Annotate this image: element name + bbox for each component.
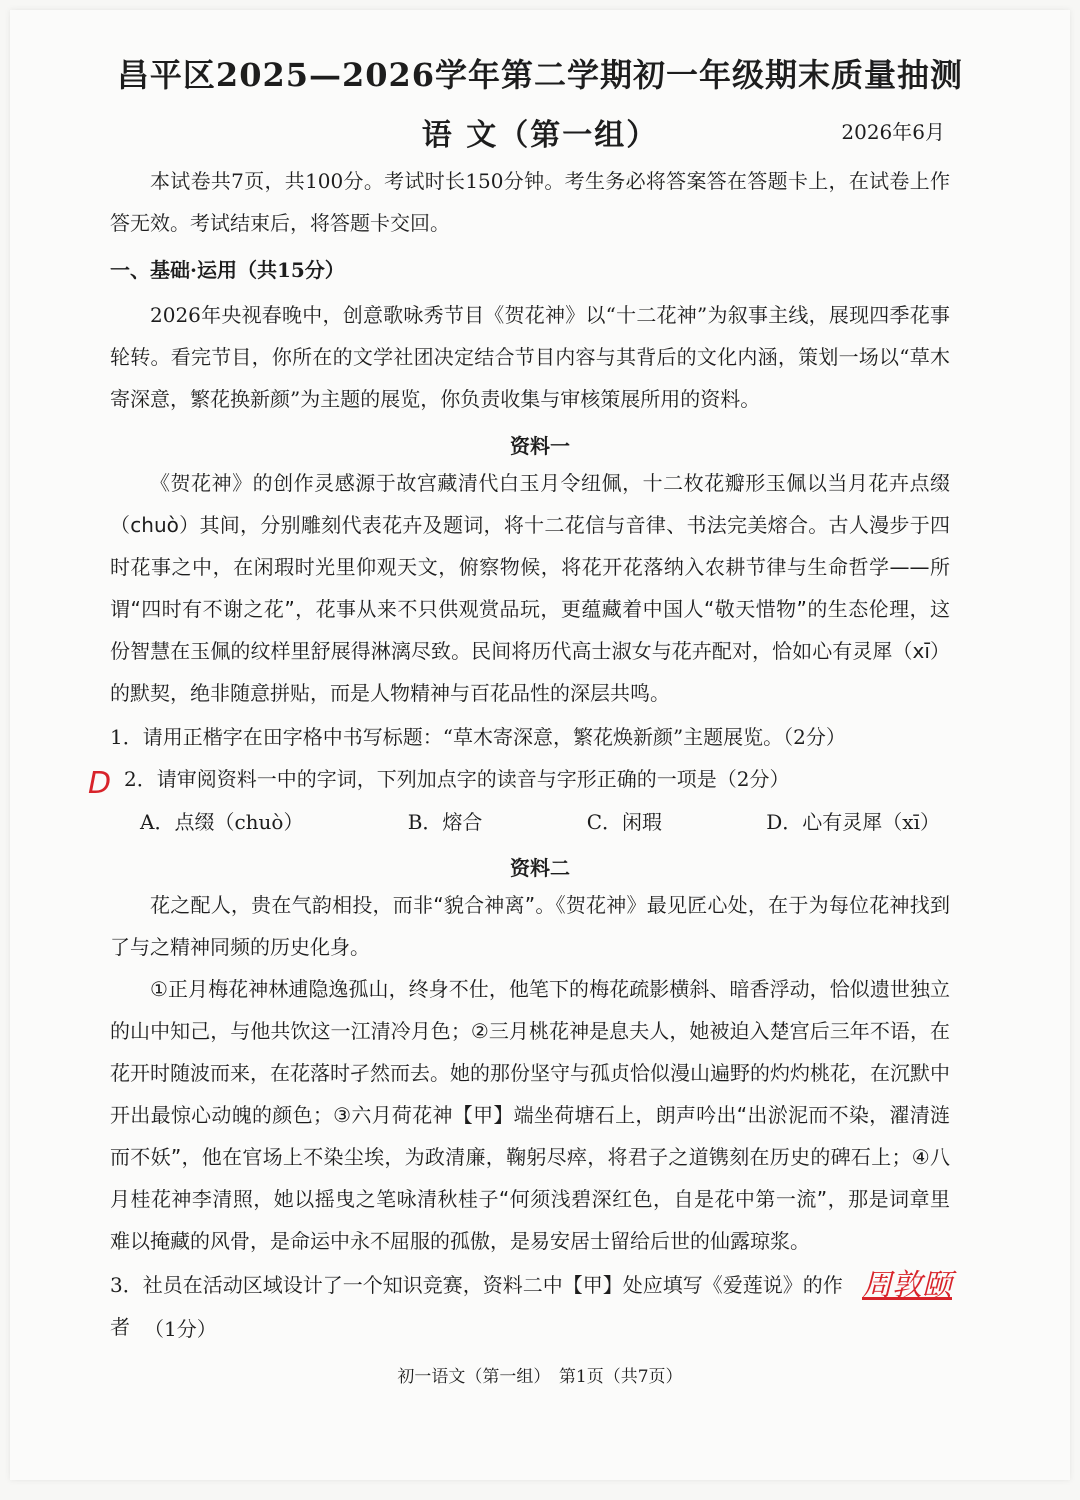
material-2-para-1: 花之配人，贵在气韵相投，而非“貌合神离”。《贺花神》最见匠心处，在于为每位花神找到了与之精神同频的历史化身。 <box>110 893 950 959</box>
subject-heading: 语 文（第一组） <box>421 118 659 153</box>
section-heading: 一、基础·运用（共15分） <box>110 258 345 282</box>
material-2-heading: 资料二 <box>510 856 570 880</box>
section-intro: 2026年央视春晚中，创意歌咏秀节目《贺花神》以“十二花神”为叙事主线，展现四季花事轮转。看完节目，你所在的文学社团决定结合节目内容与其背后的文化内涵，策划一场以“草木寄深意，繁花换新颜”为主题的展览，你负责收集与审核策展所用的资料。 <box>110 303 950 411</box>
question-3-stem: 3．社员在活动区域设计了一个知识竞赛，资料二中【甲】处应填写《爱莲说》的作者 <box>110 1273 843 1339</box>
page-footer: 初一语文（第一组） 第1页（共7页） <box>397 1367 683 1387</box>
question-3-score: （1分） <box>144 1317 217 1341</box>
instructions: 本试卷共7页，共100分。考试时长150分钟。考生务必将答案答在答题卡上，在试卷上作答无效。考试结束后，将答题卡交回。 <box>110 169 950 235</box>
handwritten-answer-q3: 周敦颐 <box>862 1268 952 1303</box>
question-1: 1．请用正楷字在田字格中书写标题：“草木寄深意，繁花焕新颜”主题展览。（2分） <box>110 725 846 749</box>
exam-title: 昌平区2025—2026学年第二学期初一年级期末质量抽测 <box>116 56 964 94</box>
option-a: A．点缀（chuò） <box>140 810 304 834</box>
material-1-heading: 资料一 <box>510 434 570 458</box>
exam-date: 2026年6月 <box>841 120 945 144</box>
question-2-options <box>140 806 940 838</box>
material-2-para-2: ①正月梅花神林逋隐逸孤山，终身不仕，他笔下的梅花疏影横斜、暗香浮动，恰似遗世独立的山中知己，与他共饮这一江清冷月色；②三月桃花神是息夫人，她被迫入楚宫后三年不语，在花开时随波而来，在花落时孑然而去。她的那份坚守与孤贞恰似漫山遍野的灼灼桃花，在沉默中开出最惊心动魄的颜色；③六月荷花神【甲】端坐荷塘石上，朗声吟出“出淤泥而不染，濯清涟而不妖”，他在官场上不染尘埃，为政清廉，鞠躬尽瘁，将君子之道镌刻在历史的碑石上；④八月桂花神李清照，她以摇曳之笔咏清秋桂子“何须浅碧深红色，自是花中第一流”，那是词章里难以掩藏的风骨，是命运中永不屈服的孤傲，是易安居士留给后世的仙露琼浆。 <box>110 977 950 1253</box>
exam-page <box>10 10 1070 1480</box>
option-d: D．心有灵犀（xī） <box>766 810 940 834</box>
material-1-text: 《贺花神》的创作灵感源于故宫藏清代白玉月令纽佩，十二枚花瓣形玉佩以当月花卉点缀（chuò）其间，分别雕刻代表花卉及题词，将十二花信与音律、书法完美熔合。古人漫步于四时花事之中，在闲瑕时光里仰观天文，俯察物候，将花开花落纳入农耕节律与生命哲学——所谓“四时有不谢之花”，花事从来不只供观赏品玩，更蕴藏着中国人“敬天惜物”的生态伦理，这份智慧在玉佩的纹样里舒展得淋漓尽致。民间将历代高士淑女与花卉配对，恰如心有灵犀（xī）的默契，绝非随意拼贴，而是人物精神与百花品性的深层共鸣。 <box>110 471 950 705</box>
handwritten-answer-q2: D <box>88 766 112 801</box>
option-c: C．闲瑕 <box>586 810 662 834</box>
question-2-stem: 2．请审阅资料一中的字词，下列加点字的读音与字形正确的一项是（2分） <box>124 767 790 791</box>
option-b: B．熔合 <box>407 810 483 834</box>
